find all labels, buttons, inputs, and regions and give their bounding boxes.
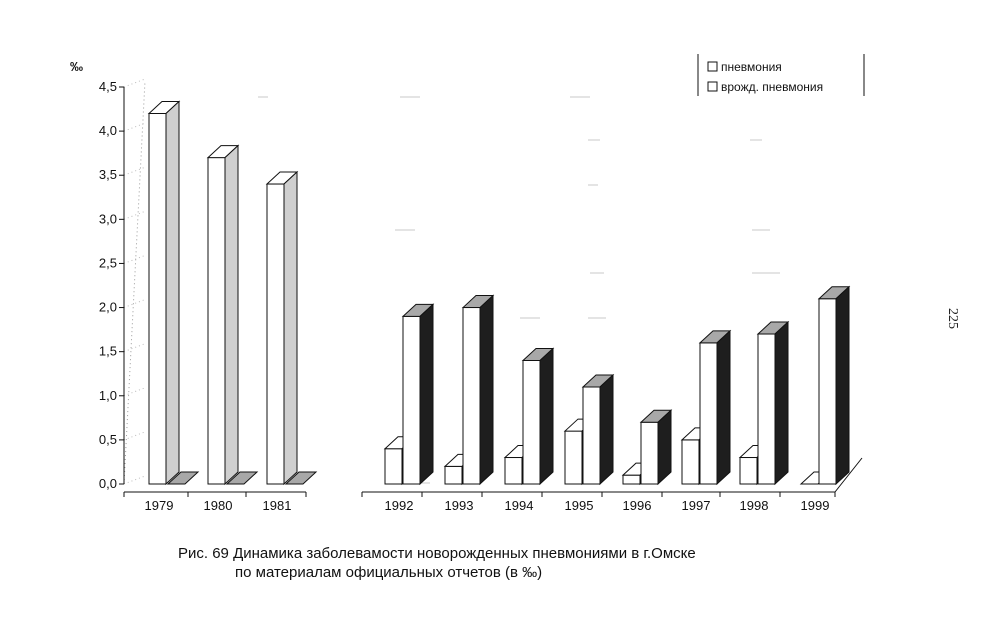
legend-swatch (708, 82, 717, 91)
bar-pneumonia-1979-side (166, 101, 179, 484)
bar-congenital-1999-front (819, 299, 836, 484)
bar-pneumonia-1993-front (445, 466, 462, 484)
x-tick-label-1997: 1997 (681, 498, 711, 513)
bar-congenital-1996-side (658, 410, 671, 484)
legend-label: пневмония (721, 60, 782, 74)
bar-pneumonia-1981-front (267, 184, 284, 484)
legend (698, 54, 864, 96)
y-tick-label: 3,0 (98, 211, 117, 227)
y-tick-label: 4,5 (98, 79, 117, 94)
bar-congenital-1994 (523, 348, 553, 484)
bar-pneumonia-1980 (208, 146, 238, 484)
x-tick-label-1979: 1979 (144, 498, 174, 513)
legend-label: врожд. пневмония (721, 80, 824, 94)
y-tick-label: 1,5 (98, 343, 117, 359)
bar-pneumonia-1979-front (149, 113, 166, 484)
wall-gridline (124, 432, 145, 440)
legend-swatch (708, 62, 717, 71)
wall-gridline (124, 388, 145, 396)
bar-pneumonia-1980-front (208, 158, 225, 484)
y-tick-label: 0,0 (98, 476, 117, 491)
bar-congenital-1997-front (700, 343, 717, 484)
wall-gridline (124, 300, 145, 308)
bar-congenital-1996 (641, 410, 671, 484)
x-tick-label-1999: 1999 (800, 498, 830, 513)
caption-line-2: по материалам официальных отчетов (в ‰) (235, 564, 543, 581)
y-axis-unit-label: ‰ (70, 59, 83, 74)
x-tick-label-1996: 1996 (622, 498, 652, 513)
wall-gridline (124, 79, 145, 87)
wall-gridline (124, 211, 145, 219)
bars (149, 101, 849, 484)
y-tick-label: 2,0 (98, 299, 117, 315)
wall-gridline (124, 344, 145, 352)
bar-congenital-1994-side (540, 348, 553, 484)
x-tick-label-1980: 1980 (203, 498, 233, 513)
bar-congenital-1998 (758, 322, 788, 484)
y-tick-label: 4,0 (98, 123, 117, 139)
bar-congenital-1999-side (836, 287, 849, 484)
bar-pneumonia-1996-front (623, 475, 640, 484)
x-tick-label-1992: 1992 (384, 498, 414, 513)
bar-pneumonia-1995-front (565, 431, 582, 484)
bar-congenital-1999 (819, 287, 849, 484)
bar-pneumonia-1998-front (740, 458, 757, 484)
x-tick-label-1981: 1981 (262, 498, 292, 513)
y-tick-label: 1,0 (98, 387, 117, 403)
x-tick-label-1994: 1994 (504, 498, 534, 513)
left-wall-edge (124, 81, 145, 484)
figure-caption (178, 544, 696, 582)
bar-congenital-1996-front (641, 422, 658, 484)
bar-pneumonia-1980-side (225, 146, 238, 484)
bar-congenital-1995-front (583, 387, 600, 484)
x-tick-label-1993: 1993 (444, 498, 474, 513)
y-tick-label: 0,5 (98, 431, 117, 447)
bar-congenital-1998-side (775, 322, 788, 484)
bar-pneumonia-1981-side (284, 172, 297, 484)
bar-congenital-1995 (583, 375, 613, 484)
x-tick-label-1998: 1998 (739, 498, 769, 513)
y-tick-label: 3,5 (98, 167, 117, 183)
bar-pneumonia-1992-front (385, 449, 402, 484)
bar-pneumonia-1981 (267, 172, 297, 484)
bar-congenital-1994-front (523, 360, 540, 484)
bar-congenital-1992 (403, 304, 433, 484)
bar-congenital-1993-side (480, 296, 493, 484)
caption-line-1: Рис. 69 Динамика заболевамости новорожденных пневмониями в г.Омске (178, 545, 696, 562)
bar-congenital-1992-front (403, 316, 420, 484)
y-tick-label: 2,5 (98, 255, 117, 271)
bar-congenital-1993-front (463, 308, 480, 484)
wall-gridline (124, 476, 145, 484)
x-tick-label-1995: 1995 (564, 498, 594, 513)
bar-congenital-1997 (700, 331, 730, 484)
bar-pneumonia-1994-front (505, 458, 522, 484)
wall-gridline (124, 123, 145, 131)
bar-congenital-1998-front (758, 334, 775, 484)
bar-congenital-1997-side (717, 331, 730, 484)
wall-gridline (124, 167, 145, 175)
bar-pneumonia-1997-front (682, 440, 699, 484)
bar-congenital-1992-side (420, 304, 433, 484)
bar-congenital-1995-side (600, 375, 613, 484)
bar-congenital-1993 (463, 296, 493, 484)
bar-pneumonia-1979 (149, 101, 179, 484)
page-number: 225 (945, 308, 960, 329)
wall-gridline (124, 255, 145, 263)
